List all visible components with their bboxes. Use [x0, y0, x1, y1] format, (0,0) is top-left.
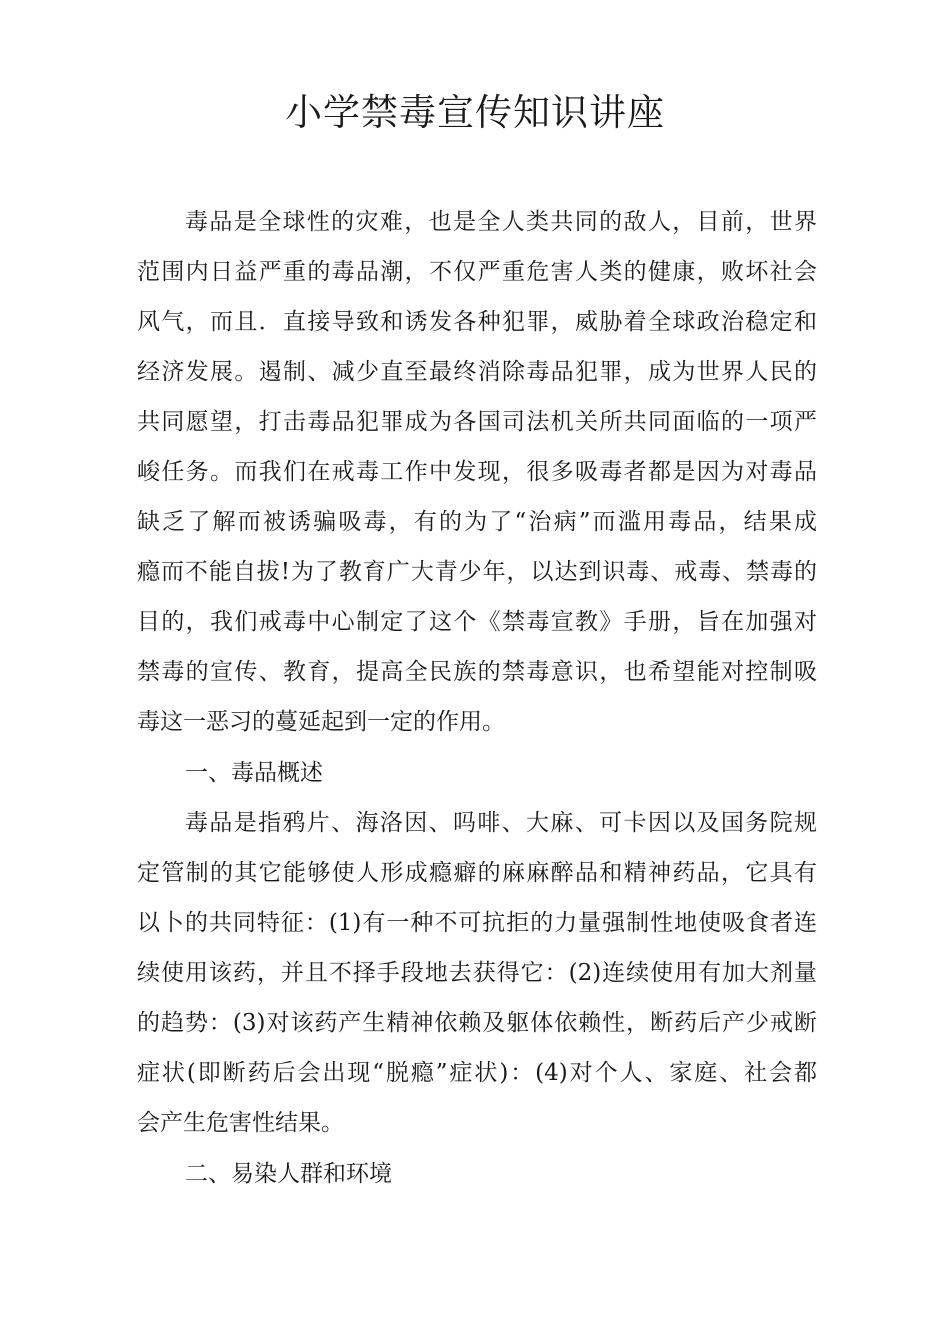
paragraph-line: 会产生危害性结果。: [137, 1110, 344, 1136]
paragraph-line: 毒品是全球性的灾难，也是全人类共同的敌人，目前，世界: [185, 209, 817, 235]
document-title: 小学禁毒宣传知识讲座: [285, 91, 665, 134]
paragraph-line: 瘾而不能自拔!为了教育广大青少年，以达到识毒、戒毒、禁毒的: [137, 559, 817, 585]
section-heading-drugs-overview: 一、毒品概述: [185, 760, 323, 786]
paragraph-line: 毒品是指鸦片、海洛因、吗啡、大麻、可卡因以及国务院规: [185, 810, 817, 836]
paragraph-line: 经济发展。遏制、减少直至最终消除毒品犯罪，成为世界人民的: [137, 359, 817, 385]
paragraph-line: 峻任务。而我们在戒毒工作中发现，很多吸毒者都是因为对毒品: [137, 459, 817, 485]
paragraph-line: 范围内日益严重的毒品潮，不仅严重危害人类的健康，败坏社会: [137, 259, 817, 285]
paragraph-line: 定管制的其它能够使人形成瘾癖的麻麻醉品和精神药品，它具有: [137, 860, 817, 886]
paragraph-line: 共同愿望，打击毒品犯罪成为各国司法机关所共同面临的一项严: [137, 409, 817, 435]
paragraph-line: 缺乏了解而被诱骗吸毒，有的为了“治病”而滥用毒品，结果成: [137, 509, 817, 535]
paragraph-line: 的趋势：(3)对该药产生精神依赖及躯体依赖性，断药后产少戒断: [137, 1010, 817, 1036]
paragraph-line: 禁毒的宣传、教育，提高全民族的禁毒意识，也希望能对控制吸: [137, 659, 817, 685]
paragraph-line: 风气，而且．直接导致和诱发各种犯罪，威胁着全球政治稳定和: [137, 309, 817, 335]
paragraph-line: 毒这一恶习的蔓延起到一定的作用。: [137, 709, 505, 735]
paragraph-line: 症状(即断药后会出现“脱瘾”症状)：(4)对个人、家庭、社会都: [137, 1060, 817, 1086]
paragraph-line: 目的，我们戒毒中心制定了这个《禁毒宣教》手册，旨在加强对: [137, 609, 817, 635]
section-heading-susceptible-groups: 二、易染人群和环境: [185, 1161, 392, 1187]
paragraph-line: 续使用该药，并且不择手段地去获得它：(2)连续使用有加大剂量: [137, 960, 817, 986]
paragraph-line: 以卜的共同特征：(1)有一种不可抗拒的力量强制性地使吸食者连: [137, 910, 817, 936]
